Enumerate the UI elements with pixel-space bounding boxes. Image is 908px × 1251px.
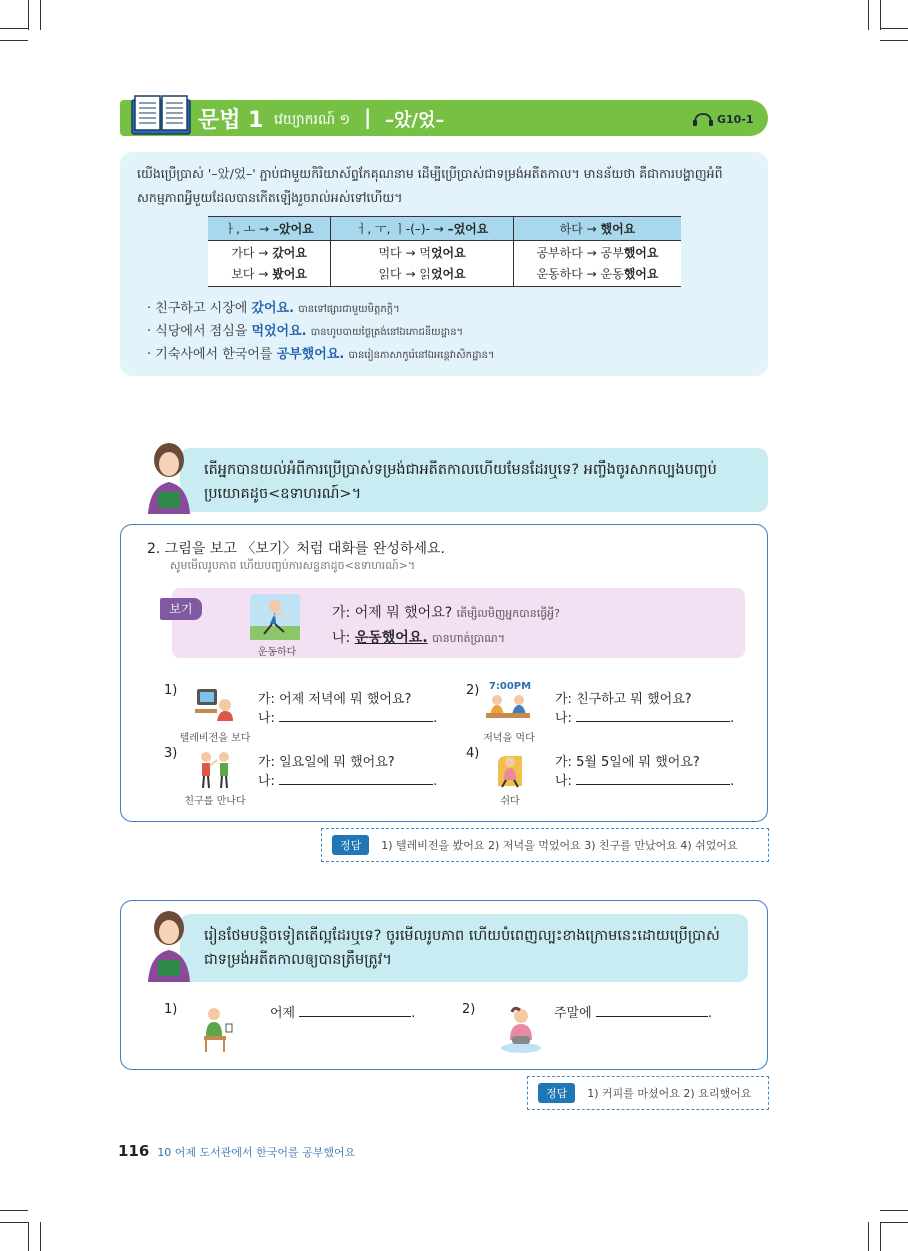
cooking-icon (498, 1006, 544, 1054)
grammar-title: 문법 1 (198, 108, 264, 133)
answer-blank[interactable] (279, 773, 433, 785)
chapter-title: 10 어제 도서관에서 한국어를 공부했어요 (157, 1146, 356, 1159)
answer-blank[interactable] (596, 1005, 708, 1017)
table-cell: 가다 → 갔어요 보다 → 봤어요 (208, 241, 331, 287)
crop-mark (0, 40, 28, 41)
example-sentences (147, 298, 494, 367)
page-number: 116 (118, 1142, 150, 1160)
dinner-icon (486, 693, 530, 723)
table-header: 하다 → 했어요 (513, 217, 681, 241)
answer-text: 1) 텔레비전을 봤어요 2) 저녁을 먹었어요 3) 친구를 만났어요 4) 쉬었어요 (381, 839, 738, 852)
question-banner (180, 448, 768, 512)
answer-key-box (321, 828, 769, 862)
exercise-person-icon (250, 594, 300, 640)
answer-blank[interactable] (279, 710, 433, 722)
picture-label: 텔레비전을 보다 (179, 733, 251, 744)
answer-text: 1) 커피를 마셨어요 2) 요리했어요 (587, 1087, 752, 1100)
crop-mark (0, 1210, 28, 1211)
dialogue-question: 가: 일요일에 뭐 했어요? (258, 755, 395, 770)
crop-mark (40, 0, 41, 30)
example-question: 가: 어제 뭐 했어요? តើម្សិលមិញអ្នកបានធ្វើអ្វី? (332, 605, 561, 621)
table-header: ㅏ, ㅗ → –았어요 (208, 217, 331, 241)
grammar-subtitle: វេយ្យាករណ៍ ១ (274, 112, 351, 128)
table-header: ㅓ, ㅜ, ㅣ-(–)- → –었어요 (331, 217, 514, 241)
answer-tag: 정답 (332, 835, 369, 855)
answer-blank[interactable] (576, 710, 730, 722)
answer-key-box (527, 1076, 769, 1110)
crop-mark (40, 1222, 41, 1251)
dialogue-answer-line: 나: . (258, 774, 438, 789)
page-footer (118, 1142, 355, 1160)
list-item: · 친구하고 시장에 갔어요. បានទៅផ្សារជាមួយមិត្តភក្តិ។ (147, 301, 400, 316)
explanation-text: យើងប្រើប្រាស់ '–았/었–' ភ្ជាប់ជាមួយកិរិយាស័ព្ទកែគុណនាម ដើម្បីប្រើប្រាស់ជាទម្រង់អតីតកាល។ មានន័យថា គឺជាការបង្ហាញអំពីសកម្មភាពអ្វីមួយដែលបានកើតឡើងរួចរាល់អស់ទៅហើយ។ (137, 166, 723, 205)
grammar-pattern: –았/었– (385, 110, 445, 131)
table-row (208, 241, 681, 287)
crop-mark (880, 40, 908, 41)
dialogue-question: 가: 5월 5일에 뭐 했어요? (555, 755, 700, 770)
example-answer: 나: 운동했어요. បានហាត់ប្រាណ។ (332, 630, 505, 646)
dialogue-answer-line: 나: . (555, 711, 735, 726)
crop-mark (880, 1222, 881, 1251)
crop-mark (868, 1222, 869, 1251)
fill-in-line: 주말에 . (554, 1006, 712, 1021)
table-cell: 먹다 → 먹었어요 읽다 → 읽었어요 (331, 241, 514, 287)
crop-mark (28, 1222, 29, 1251)
open-book-icon (130, 92, 192, 136)
table-header-row (208, 217, 681, 241)
conjugation-table (208, 216, 681, 287)
banner-text: តើអ្នកបានយល់អំពីការប្រើប្រាស់ទម្រង់ជាអតីតកាលហើយមែនដែរឬទេ? អញ្ចឹងចូរសាកល្បងបញ្ចប់ប្រយោគដូច<ឧទាហរណ៍>។ (204, 462, 717, 502)
crop-mark (880, 28, 908, 29)
time-label: 7:00PM (488, 681, 532, 692)
table-cell: 공부하다 → 공부했어요 운동하다 → 운동했어요 (513, 241, 681, 287)
list-item: · 기숙사에서 한국어를 공부했어요. បានរៀនភាសាកូរ៉េនៅឯអន្តេវាសិកដ្ឋាន។ (147, 347, 495, 362)
headphones-icon (692, 112, 714, 126)
dialogue-question: 가: 친구하고 뭐 했어요? (555, 692, 692, 707)
crop-mark (0, 28, 28, 29)
crop-mark (0, 1222, 28, 1223)
fill-in-line: 어제 . (270, 1006, 416, 1021)
tv-watching-icon (195, 687, 235, 721)
item-number: 2) (462, 1002, 476, 1017)
exercise-subtitle: សូមមើលរូបភាព ហើយបញ្ចប់ការសន្ទនាដូច<ឧទាហរណ៍>។ (170, 559, 416, 572)
audio-code: G10-1 (717, 112, 754, 126)
picture-label: 운동하다 (257, 647, 297, 658)
dialogue-question: 가: 어제 저녁에 뭐 했어요? (258, 692, 412, 707)
crop-mark (28, 0, 29, 30)
item-number: 1) (164, 683, 178, 698)
item-number: 3) (164, 746, 178, 761)
teacher-illustration-icon (140, 908, 198, 982)
grammar-separator: | (364, 105, 372, 129)
example-tag: 보기 (160, 598, 202, 620)
banner-text: រៀនថែមបន្តិចទៀតតើល្អដែរឬទេ? ចូរមើលរូបភាព ហើយបំពេញល្បះខាងក្រោមនេះដោយប្រើប្រាស់ជាទម្រង់អតីតកាលឲ្យបានត្រឹមត្រូវ។ (204, 928, 720, 968)
crop-mark (880, 0, 881, 30)
crop-mark (880, 1222, 908, 1223)
resting-person-icon (492, 750, 528, 788)
list-item: · 식당에서 점심을 먹었어요. បានហូបបាយថ្ងៃត្រង់នៅឯភោជនីយដ្ឋាន។ (147, 324, 464, 339)
answer-tag: 정답 (538, 1083, 575, 1103)
meeting-friend-icon (195, 750, 235, 790)
picture-label: 쉬다 (500, 796, 520, 807)
coffee-drinking-icon (198, 1006, 238, 1052)
item-number: 2) (466, 683, 480, 698)
exercise-title: 2. 그림을 보고 〈보기〉처럼 대화를 완성하세요. (147, 541, 445, 557)
audio-track[interactable] (692, 112, 754, 126)
item-number: 1) (164, 1002, 178, 1017)
dialogue-answer-line: 나: . (555, 774, 735, 789)
item-number: 4) (466, 746, 480, 761)
crop-mark (868, 0, 869, 30)
dialogue-answer-line: 나: . (258, 711, 438, 726)
teacher-illustration-icon (140, 440, 198, 514)
picture-label: 저녁을 먹다 (483, 733, 535, 744)
answer-blank[interactable] (299, 1005, 411, 1017)
picture-label: 친구를 만나다 (184, 796, 246, 807)
question-banner (180, 914, 748, 982)
crop-mark (880, 1210, 908, 1211)
answer-blank[interactable] (576, 773, 730, 785)
